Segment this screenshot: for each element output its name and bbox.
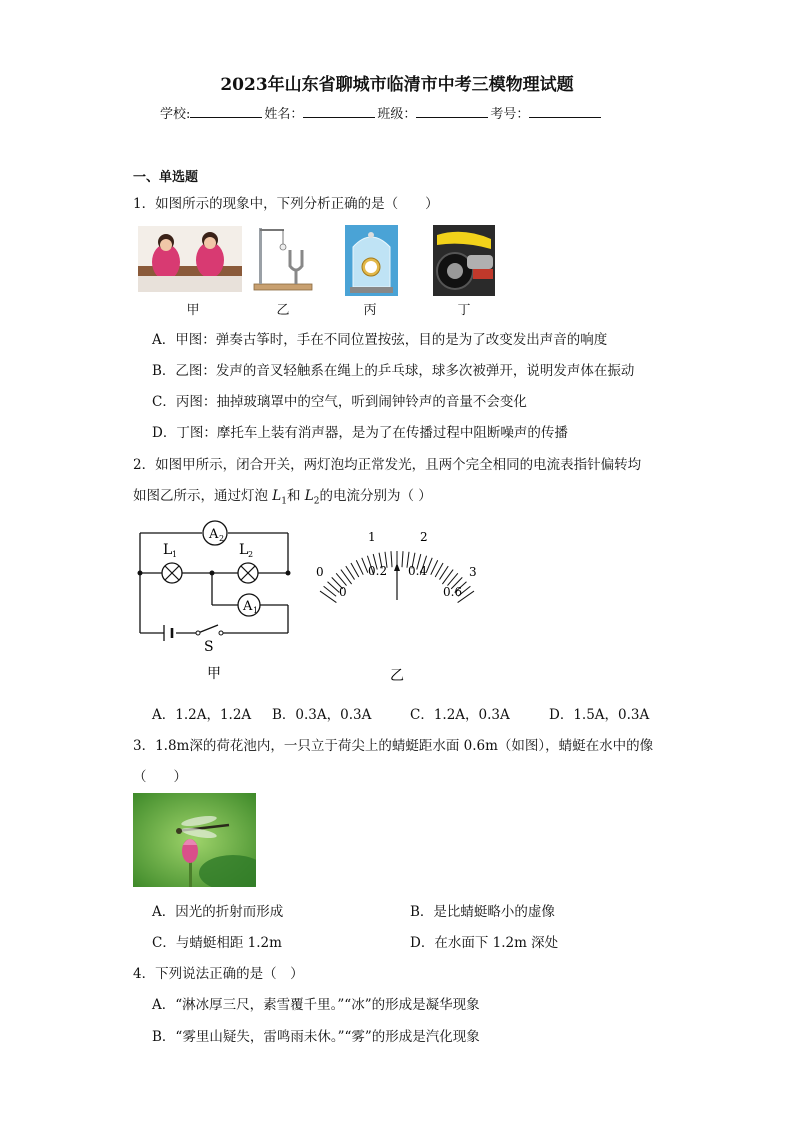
svg-text:A: A	[243, 599, 253, 614]
dial-tick	[431, 560, 438, 574]
q2-stem-part1: 如图乙所示，通过灯泡	[133, 488, 273, 504]
dial-tick	[391, 551, 392, 567]
class-label: 班级：	[377, 107, 417, 122]
svg-text:0: 0	[316, 565, 324, 579]
school-blank	[190, 103, 262, 118]
dial-tick	[351, 563, 359, 577]
q4-option-a: A．“淋冰厚三尺，素雪覆千里。”“冰”的形成是凝华现象	[152, 997, 480, 1013]
circuit-diagram	[130, 515, 300, 685]
q1-caption-jia: 甲	[186, 303, 200, 318]
q3-stem-line2: （ ）	[133, 769, 187, 785]
q3-option-c: C．与蜻蜓相距 1.2m	[152, 935, 282, 951]
q4-option-b: B．“雾里山疑失，雷鸣雨未休。”“雾”的形成是汽化现象	[152, 1029, 480, 1045]
q1-option-a: A．甲图：弹奏古筝时，手在不同位置按弦，目的是为了改变发出声音的响度	[152, 332, 608, 348]
q2-option-b: B．0.3A，0.3A	[272, 707, 372, 723]
dial-tick	[402, 551, 403, 567]
svg-text:S: S	[204, 639, 214, 655]
svg-text:3: 3	[469, 565, 477, 579]
svg-text:1: 1	[253, 606, 259, 615]
q2-stem-line2	[133, 484, 432, 507]
q2-option-a: A．1.2A，1.2A	[152, 707, 252, 723]
q1-caption-bing: 丙	[363, 303, 377, 318]
svg-text:2: 2	[219, 534, 225, 543]
q3-stem-line1: 3．1.8m深的荷花池内，一只立于荷尖上的蜻蜓距水面 0.6m（如图），蜻蜓在水中的像	[133, 738, 654, 754]
q2-L1: L	[272, 488, 282, 504]
q2-stem-part2: 的电流分别为（ ）	[319, 488, 432, 504]
number-label: 考号：	[490, 107, 530, 122]
q1-option-d: D．丁图：摩托车上装有消声器，是为了在传播过程中阻断噪声的传播	[152, 425, 568, 441]
ammeter-dial	[308, 525, 488, 685]
name-label: 姓名：	[264, 107, 304, 122]
q1-option-c: C．丙图：抽掉玻璃罩中的空气，听到闹钟铃声的音量不会变化	[152, 394, 527, 410]
q4-stem: 4．下列说法正确的是（ ）	[133, 966, 304, 982]
q3-option-a: A．因光的折射而形成	[152, 904, 284, 920]
section-heading: 一、单选题	[133, 170, 199, 185]
svg-text:1: 1	[172, 550, 178, 559]
svg-text:2: 2	[248, 550, 254, 559]
q2-and: 和	[287, 488, 305, 504]
svg-text:L: L	[163, 542, 173, 558]
dial-tick	[320, 591, 336, 602]
q3-option-b: B．是比蜻蜓略小的虚像	[410, 904, 555, 920]
name-blank	[303, 103, 375, 118]
student-info-line	[160, 103, 603, 122]
q2-option-d: D．1.5A，0.3A	[549, 707, 650, 723]
dragonfly-photo	[133, 793, 256, 887]
dial-tick	[435, 563, 443, 577]
svg-text:0.2: 0.2	[368, 564, 388, 578]
q1-option-b: B．乙图：发声的音叉轻触系在绳上的乒乓球，球多次被弹开，说明发声体在振动	[152, 363, 635, 379]
q1-stem: 1．如图所示的现象中，下列分析正确的是（ ）	[133, 196, 439, 212]
svg-text:乙: 乙	[390, 668, 404, 684]
q2-L2-sub: 2	[313, 496, 320, 507]
svg-text:A: A	[209, 527, 219, 542]
svg-text:L: L	[239, 542, 249, 558]
motorcycle-muffler-photo	[433, 225, 495, 296]
svg-text:0.6: 0.6	[443, 585, 463, 599]
q2-L1-sub: 1	[281, 496, 287, 507]
class-blank	[416, 103, 488, 118]
dial-tick	[362, 558, 368, 573]
dial-tick	[356, 560, 363, 574]
dial-tick	[426, 558, 432, 573]
q2-L2: L	[304, 488, 314, 504]
q2-stem-line1: 2．如图甲所示，闭合开关，两灯泡均正常发光，且两个完全相同的电流表指针偏转均	[133, 457, 642, 473]
number-blank	[529, 103, 601, 118]
q3-option-d: D．在水面下 1.2m 深处	[410, 935, 559, 951]
svg-text:0: 0	[339, 585, 347, 599]
school-label: 学校:	[160, 107, 191, 122]
svg-text:1: 1	[368, 530, 376, 544]
q1-caption-ding: 丁	[457, 303, 471, 318]
bell-jar-photo	[345, 225, 398, 296]
svg-text:2: 2	[420, 530, 428, 544]
tuning-fork-illustration	[250, 222, 316, 294]
q2-option-c: C．1.2A，0.3A	[410, 707, 510, 723]
svg-text:甲: 甲	[207, 666, 221, 682]
guzheng-photo	[138, 226, 242, 292]
page-title: 2023年山东省聊城市临清市中考三模物理试题	[220, 75, 574, 95]
svg-text:0.4: 0.4	[408, 564, 428, 578]
q1-caption-yi: 乙	[276, 303, 290, 318]
